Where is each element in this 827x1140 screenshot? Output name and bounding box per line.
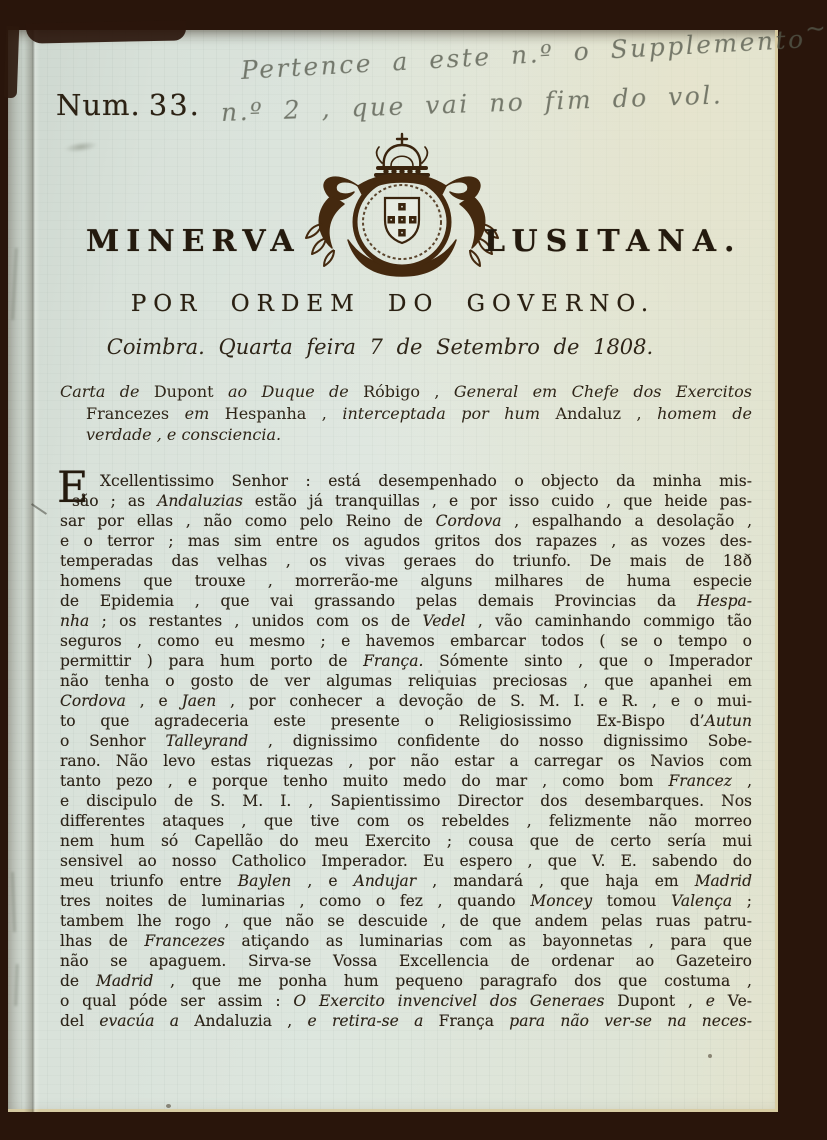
text-line: tambem lhe rogo , que não se descuide , de que andem pelas ruas patru- xyxy=(60,912,752,930)
text-line: são ; as Andaluzias estão já tranquillas , e por isso cuido , que heide pas- xyxy=(72,492,752,510)
page-fold-crease xyxy=(24,30,40,1112)
text-line: o Senhor Talleyrand , dignissimo confidente do nosso dignissimo Sobe- xyxy=(60,732,752,750)
order-line: POR ORDEM DO GOVERNO. xyxy=(130,291,656,317)
dateline: Coimbra. Quarta feira 7 de Setembro de 1808. xyxy=(106,335,654,359)
royal-arms-emblem-icon xyxy=(294,132,510,286)
text-line: tanto pezo , e porque tenho muito medo do mar , como bom Francez , xyxy=(60,772,752,790)
ghost-writing xyxy=(11,872,16,932)
text-line: de Epidemia , que vai grassando pelas demais Provincias da Hespa- xyxy=(60,592,752,610)
text-line: homens que trouxe , morrerão-me alguns milhares de huma especie xyxy=(60,572,752,590)
text-line: sensivel ao nosso Catholico Imperador. Eu espero , que V. E. sabendo do xyxy=(60,852,752,870)
text-line: meu triunfo entre Baylen , e Andujar , mandará , que haja em Madrid xyxy=(60,872,753,890)
text-line: to que agradeceria este presente o Religiosissimo Ex-Bispo d’Autun xyxy=(60,712,752,730)
masthead-title-left: MINERVA xyxy=(86,224,301,259)
text-line: de Madrid , que me ponha hum pequeno paragrafo dos que costuma , xyxy=(60,972,752,990)
quinas-shield-icon xyxy=(385,198,419,243)
text-line: não tenha o gosto de ver algumas reliquias preciosas , que apanhei em xyxy=(60,672,752,690)
text-line: verdade , e consciencia. xyxy=(86,425,282,444)
text-line: differentes ataques , que tive com os rebeldes , felizmente não morreo xyxy=(60,812,752,830)
document-page xyxy=(8,13,827,1112)
top-edge-shadow xyxy=(26,20,186,43)
text-line: sar por ellas , não como pelo Reino de Cordova , espalhando a desolação , xyxy=(60,512,753,530)
text-line: lhas de Francezes atiçando as luminarias com as bayonnetas , para que xyxy=(60,932,752,950)
paper-speck xyxy=(166,1104,171,1108)
ghost-writing xyxy=(14,964,18,1006)
masthead-title-right: LUSITANA. xyxy=(484,224,743,259)
text-line: del evacúa a Andaluzia , e retira-se a França para não ver-se na neces- xyxy=(60,1012,752,1030)
paper-speck xyxy=(438,670,441,673)
crown-icon xyxy=(376,134,428,175)
text-line: temperadas das velhas , os vivas geraes do triunfo. De mais de 18ð xyxy=(60,552,752,570)
text-line: tres noites de luminarias , como o fez , quando Moncey tomou Valença ; xyxy=(60,892,753,910)
text-line: não se apaguem. Sirva-se Vossa Excellencia de ordenar ao Gazeteiro xyxy=(60,952,752,970)
text-line: e discipulo de S. M. I. , Sapientissimo Director dos desembarques. Nos xyxy=(60,792,752,810)
text-line: nha ; os restantes , unidos com os de Vedel , vão caminhando commigo tão xyxy=(60,612,752,630)
drop-cap: E xyxy=(57,463,89,513)
text-line: Cordova , e Jaen , por conhecer a devoção de S. M. I. e R. , e o mui- xyxy=(60,692,752,710)
handwritten-annotation-line1: Pertence a este n.º o Supplemento~ xyxy=(240,13,827,85)
text-line: o qual póde ser assim : O Exercito invencivel dos Generaes Dupont , e Ve- xyxy=(60,992,752,1010)
flourish-mark: ~ xyxy=(804,13,827,44)
text-line: seguros , como eu mesmo ; e havemos embarcar todos ( se o tempo o xyxy=(60,632,752,650)
article-heading xyxy=(60,381,752,446)
handwritten-annotation-line2: n.º 2 , que vai no fim do vol. xyxy=(220,80,724,127)
issue-digits: 33. xyxy=(148,88,201,122)
letter-body xyxy=(60,471,752,1031)
text-line: Francezes em Hespanha , interceptada por hum Andaluz , homem de xyxy=(86,403,753,423)
text-line: Xcellentissimo Senhor : está desempenhado o objecto da minha mis- xyxy=(100,472,752,490)
ink-smudge xyxy=(63,140,98,155)
text-line: Carta de Dupont ao Duque de Róbigo , General em Chefe dos Exercitos xyxy=(60,382,752,401)
text-line: rano. Não levo estas riquezas , por não estar a carregar os Navios com xyxy=(60,752,752,770)
left-edge-shadow xyxy=(4,26,20,98)
issue-label: Num. xyxy=(56,88,141,122)
paper-speck xyxy=(708,1054,712,1058)
text-line: e o terror ; mas sim entre os agudos gritos dos rapazes , as vozes des- xyxy=(60,532,752,550)
text-line: permittir ) para hum porto de França. Sómente sinto , que o Imperador xyxy=(60,652,752,670)
issue-number xyxy=(56,88,201,122)
text-line: nem hum só Capellão do meu Exercito ; cousa que de certo sería mui xyxy=(60,832,752,850)
